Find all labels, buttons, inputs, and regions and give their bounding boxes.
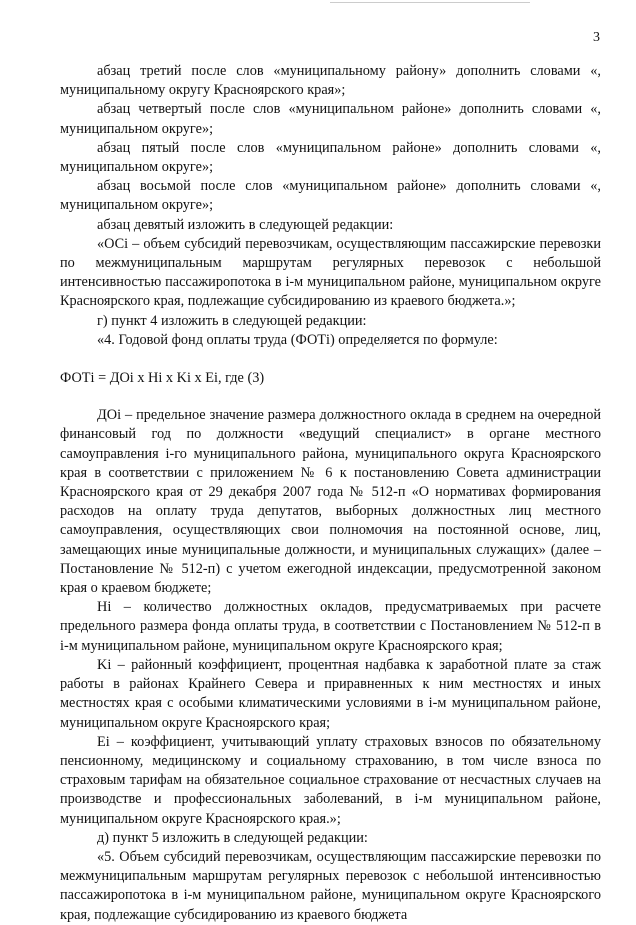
paragraph: Ki – районный коэффициент, процентная надбавка к заработной плате за стаж работы в районах Крайнего Севера и приравненных к ним местностях и иных местностях края с особыми климатическими условиями в і-м муниципальном районе, муниципальном округе Красноярского края; [60, 656, 601, 731]
paragraph: г) пункт 4 изложить в следующей редакции: [97, 312, 367, 329]
paragraph: абзац четвертый после слов «муниципальном районе» дополнить словами «, муниципальном округе»; [60, 101, 601, 137]
paragraph: Hi – количество должностных окладов, предусматриваемых при расчете предельного размера фонда оплаты труда, в соответствии с Постановлением № 512-п в і-м муниципальном районе, муниципальном округе Красноярского края; [60, 599, 601, 654]
paragraph: ДОі – предельное значение размера должностного оклада в среднем на очередной финансовый год по должности «ведущий специалист» в органе местного самоуправления і-го муниципального района, муниципального округа Красноярского края в соответствии с приложением № 6 к постановлению Совета администрации Красноярского края от 29 декабря 2007 года № 512-п «О нормативах формирования расходов на оплату труда депутатов, выборных должностных лиц местного самоуправления, осуществляющих свои полномочия на постоянной основе, лиц, замещающих иные муниципальные должности, и муниципальных служащих» (далее – Постановление № 512-п) с учетом ежегодной индексации, предусмотренной законом края о краевом бюджете; [60, 407, 601, 597]
formula: ФОТі = ДОі x Hi x Ki x Ei, где (3) [60, 370, 265, 387]
paragraph: Ei – коэффициент, учитывающий уплату страховых взносов по обязательному пенсионному, медицинскому и социальному страхованию, в том числе взноса по страховым тарифам на обязательное социальное страхование от несчастных случаев на производстве и профессиональных заболеваний, в і-м муниципальном районе, муниципальном округе Красноярского края.»; [60, 733, 601, 827]
paragraph: д) пункт 5 изложить в следующей редакции: [97, 829, 368, 846]
page-number: 3 [593, 30, 600, 45]
paragraph: «5. Объем субсидий перевозчикам, осуществляющим пассажирские перевозки по межмуниципальным маршрутам регулярных перевозок с небольшой интенсивностью пассажиропотока в і-м муниципальном районе, муниципальном округе Красноярского края, подлежащие субсидированию из краевого бюджета [60, 848, 601, 923]
paragraph: абзац девятый изложить в следующей редакции: [97, 216, 394, 233]
paragraph: абзац восьмой после слов «муниципальном районе» дополнить словами «, муниципальном округе»; [60, 178, 601, 214]
paragraph: абзац пятый после слов «муниципальном районе» дополнить словами «, муниципальном округе»; [60, 139, 601, 176]
paragraph: «ОСі – объем субсидий перевозчикам, осуществляющим пассажирские перевозки по межмуниципальным маршрутам регулярных перевозок с небольшой интенсивностью пассажиропотока в і-м муниципальном районе, муниципальном округе Красноярского края, подлежащие субсидированию из краевого бюджета.»; [60, 235, 601, 310]
paragraph: абзац третий после слов «муниципальному району» дополнить словами «, муниципальному округу Красноярского края»; [60, 63, 601, 99]
scan-edge-line [330, 2, 530, 3]
paragraph: «4. Годовой фонд оплаты труда (ФОТі) определяется по формуле: [97, 331, 498, 348]
document-body [60, 62, 601, 925]
